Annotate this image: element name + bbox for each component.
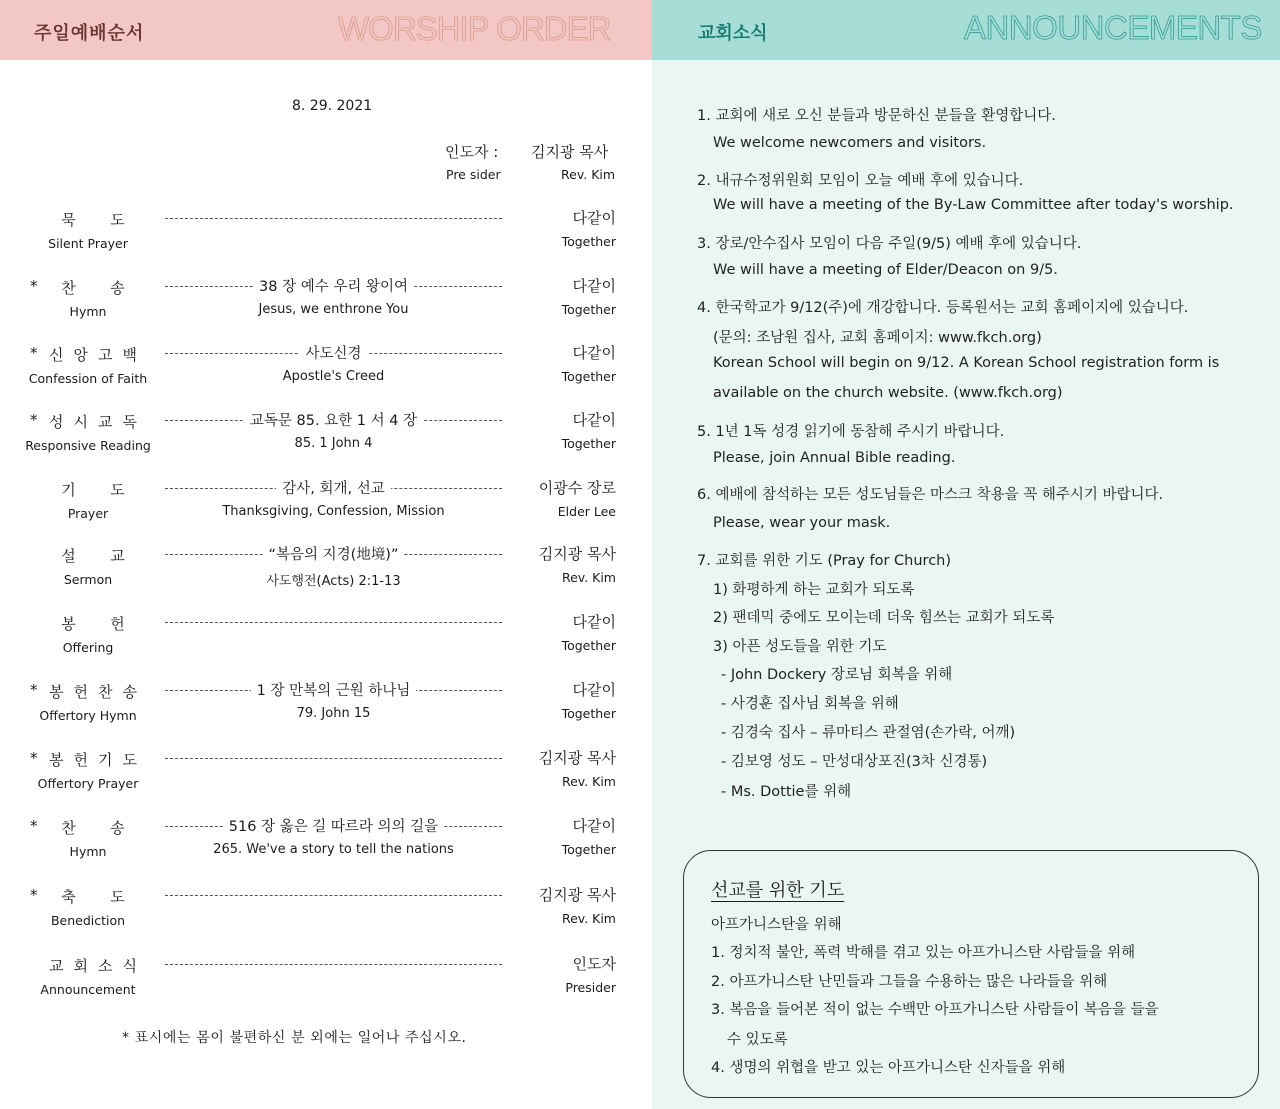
announcement-line: - John Dockery 장로님 회복을 위해 (721, 667, 953, 683)
order-item-title-ko: * 찬 송 (30, 817, 125, 837)
order-item (0, 344, 652, 404)
announcement-line: 5. 1년 1독 성경 읽기에 동참해 주시기 바랍니다. (697, 424, 1005, 440)
announcement-line: 1) 화평하게 하는 교회가 되도록 (713, 582, 915, 598)
standing-mark: * (30, 344, 38, 362)
order-item-title-en: Offertory Prayer (37, 776, 139, 791)
service-date: 8. 29. 2021 (292, 98, 373, 114)
announcement-line: We welcome newcomers and visitors. (713, 135, 987, 151)
order-item-detail: 1 장 만복의 근원 하나님 (251, 683, 417, 699)
dashed-leader (165, 218, 502, 219)
mission-prayer-line: 아프가니스탄을 위해 (711, 917, 842, 933)
dashed-leader (165, 622, 502, 623)
order-item-title-en: Hymn (69, 304, 107, 319)
announcement-line: 3. 장로/안수집사 모임이 다음 주일(9/5) 예배 후에 있습니다. (697, 236, 1082, 252)
announcement-line: - 김경숙 집사 – 류마티스 관절염(손가락, 어깨) (721, 725, 1016, 741)
order-item-title-ko: 묵 도 (30, 209, 142, 230)
order-item (0, 817, 652, 877)
worship-order-header (0, 0, 652, 60)
announcement-line: (문의: 조남원 집사, 교회 홈페이지: www.fkch.org) (713, 330, 1042, 346)
order-item (0, 886, 652, 946)
order-item (0, 613, 652, 673)
order-item-title-ko: 교 회 소 식 (30, 955, 142, 976)
mission-prayer-line: 1. 정치적 불안, 폭력 박해를 겪고 있는 아프가니스탄 사람들을 위해 (711, 945, 1136, 961)
announcement-line: - Ms. Dottie를 위해 (721, 784, 852, 800)
announcement-line: We will have a meeting of the By-Law Committee after today's worship. (713, 197, 1234, 213)
order-item-leader-ko: 다같이 (572, 681, 616, 699)
standing-mark (30, 209, 44, 230)
presider-name: 김지광 목사 (531, 143, 609, 161)
order-item-detail: 교독문 85. 요한 1 서 4 장 (244, 413, 423, 429)
order-item-leader-ko: 인도자 (572, 955, 616, 973)
order-item-leader-en: Together (561, 369, 616, 384)
standing-mark: * (30, 886, 38, 904)
standing-mark (30, 613, 44, 634)
presider-label-ko: 인도자 : (445, 143, 499, 161)
order-item-leader-en: Together (561, 842, 616, 857)
order-item-detail-en: Jesus, we enthrone You (258, 302, 409, 317)
order-item-leader-en: Elder Lee (557, 504, 616, 519)
announcements-title-en: ANNOUNCEMENTS (964, 9, 1262, 46)
order-item-title-ko: * 봉 헌 기 도 (30, 749, 137, 769)
order-item-leader-ko: 김지광 목사 (538, 886, 616, 904)
order-item-detail-en: 85. 1 John 4 (294, 436, 373, 451)
mission-prayer-line: 수 있도록 (727, 1032, 788, 1048)
order-item-leader-en: Rev. Kim (561, 570, 616, 585)
order-item-leader-en: Rev. Kim (561, 774, 616, 789)
order-item-leader-ko: 다같이 (572, 613, 616, 631)
order-item (0, 411, 652, 471)
order-item (0, 749, 652, 809)
announcement-line: 2. 내규수정위원회 모임이 오늘 예배 후에 있습니다. (697, 173, 1024, 189)
order-item-leader-en: Together (561, 436, 616, 451)
order-item-leader-ko: 다같이 (572, 817, 616, 835)
announcement-line: Korean School will begin on 9/12. A Korean School registration form is (713, 355, 1220, 371)
order-item-leader-ko: 김지광 목사 (538, 749, 616, 767)
order-item-detail: 38 장 예수 우리 왕이여 (253, 279, 414, 295)
order-item (0, 955, 652, 1015)
order-item-title-en: Offering (62, 640, 114, 655)
announcement-line: 3) 아픈 성도들을 위한 기도 (713, 639, 887, 655)
order-item-leader-ko: 다같이 (572, 277, 616, 295)
order-item-title-ko: 기 도 (30, 479, 142, 500)
order-item-leader-en: Rev. Kim (561, 911, 616, 926)
dashed-leader (165, 895, 502, 896)
mission-prayer-line: 2. 아프가니스탄 난민들과 그들을 수용하는 많은 나라들을 위해 (711, 974, 1108, 990)
announcement-line: - 사경훈 집사님 회복을 위해 (721, 696, 899, 712)
order-item-title-en: Hymn (69, 844, 107, 859)
order-item-leader-en: Together (561, 706, 616, 721)
announcement-line: 7. 교회를 위한 기도 (Pray for Church) (697, 553, 952, 569)
presider-label-en: Pre sider (446, 167, 501, 182)
announcement-line: Please, join Annual Bible reading. (713, 450, 956, 466)
mission-prayer-line: 3. 복음을 들어본 적이 없는 수백만 아프가니스탄 사람들이 복음을 들을 (711, 1002, 1159, 1018)
order-item (0, 545, 652, 605)
order-item-detail: “복음의 지경(地境)” (263, 547, 405, 563)
standing-footnote: * 표시에는 몸이 불편하신 분 외에는 일어나 주십시오. (122, 1030, 467, 1046)
order-item-title-ko: * 신 앙 고 백 (30, 344, 137, 364)
standing-mark: * (30, 749, 38, 767)
order-item-detail: 감사, 회개, 선교 (276, 481, 390, 497)
mission-prayer-line: 4. 생명의 위협을 받고 있는 아프가니스탄 신자들을 위해 (711, 1060, 1066, 1076)
mission-prayer-title: 선교를 위한 기도 (711, 880, 845, 901)
order-item-title-en: Sermon (63, 572, 113, 587)
order-item-title-ko: * 축 도 (30, 886, 125, 906)
order-item-leader-ko: 다같이 (572, 344, 616, 362)
order-item (0, 681, 652, 741)
announcement-line: 1. 교회에 새로 오신 분들과 방문하신 분들을 환영합니다. (697, 108, 1056, 124)
order-item-title-en: Announcement (40, 982, 136, 997)
announcement-line: We will have a meeting of Elder/Deacon on 9/5. (713, 262, 1058, 278)
presider-rev: Rev. Kim (561, 167, 616, 182)
order-item-title-en: Prayer (67, 506, 109, 521)
worship-order-title-ko: 주일예배순서 (34, 23, 145, 44)
order-item-title-en: Confession of Faith (28, 371, 148, 386)
announcement-line: available on the church website. (www.fkch.org) (713, 385, 1063, 401)
order-item-leader-ko: 이광수 장로 (538, 479, 616, 497)
standing-mark: * (30, 817, 38, 835)
order-item-leader-en: Together (561, 302, 616, 317)
standing-mark (30, 955, 44, 976)
order-item-leader-ko: 김지광 목사 (538, 545, 616, 563)
order-item-detail-en: 사도행전(Acts) 2:1-13 (266, 574, 401, 589)
order-item-leader-en: Together (561, 638, 616, 653)
announcement-line: 6. 예배에 참석하는 모든 성도님들은 마스크 착용을 꼭 해주시기 바랍니다. (697, 487, 1164, 503)
announcement-line: - 김보영 성도 – 만성대상포진(3차 신경통) (721, 754, 988, 770)
standing-mark (30, 479, 44, 500)
announcements-title-ko: 교회소식 (698, 23, 768, 44)
worship-order-title-en: WORSHIP ORDER (338, 10, 611, 47)
order-item-leader-en: Together (561, 234, 616, 249)
order-item-detail-en: Apostle's Creed (282, 369, 385, 384)
order-item-title-en: Silent Prayer (48, 236, 128, 251)
order-item-title-en: Responsive Reading (25, 438, 151, 453)
announcement-line: Please, wear your mask. (713, 515, 891, 531)
order-item-detail: 516 장 옳은 길 따르라 의의 길을 (223, 819, 444, 835)
order-item-leader-ko: 다같이 (572, 411, 616, 429)
order-item-title-ko: * 성 시 교 독 (30, 411, 137, 431)
order-item-detail-en: Thanksgiving, Confession, Mission (222, 504, 445, 519)
order-item-title-en: Offertory Hymn (39, 708, 137, 723)
order-item-title-ko: * 봉 헌 찬 송 (30, 681, 137, 701)
order-item-detail-en: 79. John 15 (296, 706, 371, 721)
dashed-leader (165, 758, 502, 759)
announcement-line: 4. 한국학교가 9/12(주)에 개강합니다. 등록원서는 교회 홈페이지에 있습니다. (697, 300, 1189, 316)
order-item-detail-en: 265. We've a story to tell the nations (213, 842, 454, 857)
order-item-leader-en: Presider (565, 980, 616, 995)
order-item (0, 209, 652, 269)
order-item-leader-ko: 다같이 (572, 209, 616, 227)
order-item-detail: 사도신경 (299, 346, 367, 362)
order-item (0, 479, 652, 539)
order-item-title-ko: * 찬 송 (30, 277, 125, 297)
announcements-header (652, 0, 1280, 60)
order-item-title-ko: 설 교 (30, 545, 142, 566)
standing-mark (30, 545, 44, 566)
standing-mark: * (30, 411, 38, 429)
dashed-leader (165, 964, 502, 965)
order-item-title-ko: 봉 헌 (30, 613, 142, 634)
standing-mark: * (30, 681, 38, 699)
order-item (0, 277, 652, 337)
standing-mark: * (30, 277, 38, 295)
announcement-line: 2) 팬데믹 중에도 모이는데 더욱 힘쓰는 교회가 되도록 (713, 610, 1055, 626)
order-item-title-en: Benediction (50, 913, 126, 928)
